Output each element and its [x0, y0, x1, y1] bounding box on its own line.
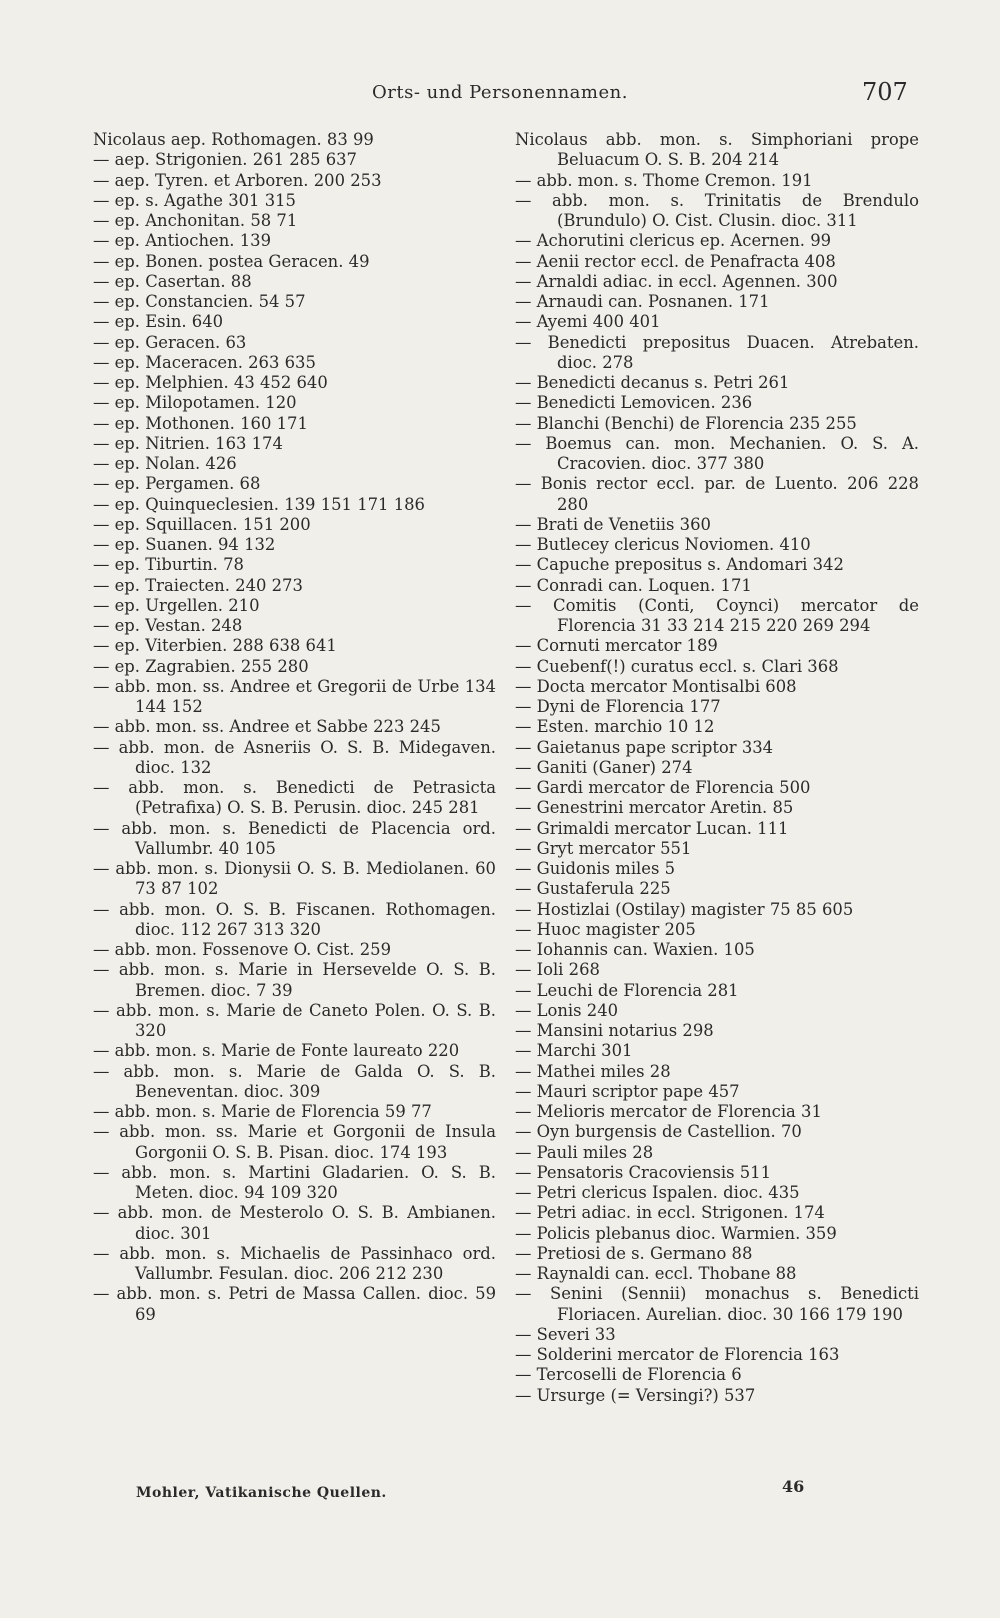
index-entry: — Comitis (Conti, Coynci) mercator de Florencia 31 33 214 215 220 269 294 — [515, 595, 919, 635]
index-entry: — ep. Nolan. 426 — [93, 454, 237, 473]
index-entry: — Aenii rector eccl. de Penafracta 408 — [515, 251, 836, 271]
index-entry: — abb. mon. s. Marie de Galda O. S. B. Beneventan. dioc. 309 — [93, 1061, 496, 1101]
index-entry: — Leuchi de Florencia 281 — [515, 980, 739, 1000]
index-entry: — Huoc magister 205 — [515, 919, 696, 939]
index-entry: — Pauli miles 28 — [515, 1142, 654, 1162]
index-entry: Nicolaus abb. mon. s. Simphoriani prope Beluacum O. S. B. 204 214 — [515, 130, 919, 170]
index-entry: — Blanchi (Benchi) de Florencia 235 255 — [515, 413, 857, 433]
index-entry: — Gustaferula 225 — [515, 879, 671, 899]
index-entry: — Solderini mercator de Florencia 163 — [515, 1345, 840, 1364]
index-entry: — abb. mon. de Asneriis O. S. B. Midegaven. dioc. 132 — [93, 737, 496, 777]
index-entry: — Mathei miles 28 — [515, 1061, 671, 1081]
index-entry: — abb. mon. s. Thome Cremon. 191 — [515, 170, 813, 190]
page-number: 707 — [862, 78, 908, 106]
index-entry: — abb. mon. s. Benedicti de Petrasicta (Petrafixa) O. S. B. Perusin. dioc. 245 281 — [93, 778, 496, 818]
index-column-right — [515, 130, 919, 1406]
index-entry: — ep. Constancien. 54 57 — [93, 292, 306, 311]
index-entry: — abb. mon. s. Martini Gladarien. O. S. B. Meten. dioc. 94 109 320 — [93, 1162, 496, 1202]
index-entry: — ep. Geracen. 63 — [93, 332, 247, 352]
index-entry: — Brati de Venetiis 360 — [515, 514, 711, 534]
index-entry: — ep. Mothonen. 160 171 — [93, 413, 308, 433]
index-entry: — aep. Tyren. et Arboren. 200 253 — [93, 170, 382, 190]
index-entry: — abb. mon. O. S. B. Fiscanen. Rothomagen. dioc. 112 267 313 320 — [93, 899, 496, 939]
index-entry: — Boemus can. mon. Mechanien. O. S. A. Cracovien. dioc. 377 380 — [515, 433, 919, 473]
index-entry: — ep. Milopotamen. 120 — [93, 393, 297, 413]
index-entry: — ep. Zagrabien. 255 280 — [93, 656, 309, 676]
index-entry: — Grimaldi mercator Lucan. 111 — [515, 818, 789, 838]
index-entry: — Dyni de Florencia 177 — [515, 697, 721, 716]
index-entry: — Achorutini clericus ep. Acernen. 99 — [515, 231, 832, 251]
index-entry: — abb. mon. ss. Andree et Sabbe 223 245 — [93, 717, 441, 737]
index-entry: — Benedicti prepositus Duacen. Atrebaten. dioc. 278 — [515, 332, 919, 372]
index-entry: — Benedicti decanus s. Petri 261 — [515, 373, 790, 392]
index-entry: — Oyn burgensis de Castellion. 70 — [515, 1122, 802, 1142]
index-entry: — Marchi 301 — [515, 1041, 633, 1061]
index-entry: — abb. mon. s. Marie de Fonte laureato 220 — [93, 1041, 460, 1061]
index-entry: — Docta mercator Montisalbi 608 — [515, 676, 797, 696]
index-entry: — Severi 33 — [515, 1324, 616, 1344]
index-entry: — Gryt mercator 551 — [515, 838, 692, 858]
index-entry: — ep. Esin. 640 — [93, 312, 224, 332]
index-entry: — Ioli 268 — [515, 960, 600, 980]
index-entry: — ep. Urgellen. 210 — [93, 595, 260, 615]
index-entry: — abb. mon. s. Marie de Caneto Polen. O. S. B. 320 — [93, 1000, 496, 1040]
index-entry: — Petri clericus Ispalen. dioc. 435 — [515, 1183, 800, 1202]
index-entry: — Butlecey clericus Noviomen. 410 — [515, 535, 811, 554]
index-entry: — abb. mon. s. Marie in Hersevelde O. S. B. Bremen. dioc. 7 39 — [93, 960, 496, 1000]
index-entry: — Capuche prepositus s. Andomari 342 — [515, 555, 844, 575]
index-entry: — abb. mon. s. Michaelis de Passinhaco ord. Vallumbr. Fesulan. dioc. 206 212 230 — [93, 1243, 496, 1283]
index-entry: — ep. Nitrien. 163 174 — [93, 433, 283, 453]
index-entry: — Genestrini mercator Aretin. 85 — [515, 798, 794, 818]
index-entry: — Lonis 240 — [515, 1000, 619, 1020]
index-entry: — Cornuti mercator 189 — [515, 636, 718, 656]
index-entry: — ep. Traiecten. 240 273 — [93, 575, 303, 595]
index-entry: — ep. Casertan. 88 — [93, 271, 252, 291]
index-entry: — ep. Viterbien. 288 638 641 — [93, 636, 337, 656]
index-entry: — abb. mon. s. Trinitatis de Brendulo (Brundulo) O. Cist. Clusin. dioc. 311 — [515, 190, 919, 230]
index-entry: — abb. mon. ss. Marie et Gorgonii de Insula Gorgonii O. S. B. Pisan. dioc. 174 193 — [93, 1122, 496, 1162]
index-entry: — ep. s. Agathe 301 315 — [93, 190, 296, 210]
index-entry: — Conradi can. Loquen. 171 — [515, 575, 752, 595]
index-entry: — ep. Melphien. 43 452 640 — [93, 373, 328, 392]
index-entry: — Policis plebanus dioc. Warmien. 359 — [515, 1223, 837, 1243]
index-entry: — ep. Pergamen. 68 — [93, 474, 261, 494]
index-entry: — ep. Tiburtin. 78 — [93, 555, 244, 575]
index-entry: — Senini (Sennii) monachus s. Benedicti Floriacen. Aurelian. dioc. 30 166 179 190 — [515, 1284, 919, 1324]
index-entry: — Tercoselli de Florencia 6 — [515, 1365, 742, 1385]
index-entry: — Iohannis can. Waxien. 105 — [515, 940, 755, 959]
index-entry: — Mansini notarius 298 — [515, 1021, 714, 1040]
index-entry: Nicolaus aep. Rothomagen. 83 99 — [93, 130, 374, 149]
index-entry: — Pretiosi de s. Germano 88 — [515, 1243, 753, 1263]
index-entry: — abb. mon. de Mesterolo O. S. B. Ambianen. dioc. 301 — [93, 1203, 496, 1243]
index-entry: — abb. mon. ss. Andree et Gregorii de Urbe 134 144 152 — [93, 676, 496, 716]
index-column-left — [93, 130, 496, 1325]
index-entry: — Ursurge (= Versingi?) 537 — [515, 1385, 756, 1405]
index-entry: — Gaietanus pape scriptor 334 — [515, 737, 774, 757]
index-entry: — ep. Anchonitan. 58 71 — [93, 211, 298, 230]
index-entry: — Ayemi 400 401 — [515, 312, 661, 332]
printer-signature-mark: 46 — [782, 1477, 805, 1496]
index-entry: — ep. Quinqueclesien. 139 151 171 186 — [93, 494, 425, 514]
index-entry: — abb. mon. s. Petri de Massa Callen. dioc. 59 69 — [93, 1284, 496, 1324]
index-entry: — Benedicti Lemovicen. 236 — [515, 393, 753, 413]
index-entry: — Esten. marchio 10 12 — [515, 717, 715, 737]
footer-source-note: Mohler, Vatikanische Quellen. — [136, 1485, 387, 1501]
index-entry: — aep. Strigonien. 261 285 637 — [93, 150, 357, 170]
index-entry: — Cuebenf(!) curatus eccl. s. Clari 368 — [515, 656, 839, 676]
index-entry: — abb. mon. s. Marie de Florencia 59 77 — [93, 1102, 432, 1121]
index-entry: — Hostizlai (Ostilay) magister 75 85 605 — [515, 899, 854, 919]
index-entry: — Gardi mercator de Florencia 500 — [515, 778, 811, 797]
index-entry: — Petri adiac. in eccl. Strigonen. 174 — [515, 1203, 825, 1223]
index-entry: — Pensatoris Cracoviensis 511 — [515, 1162, 771, 1182]
index-entry: — abb. mon. Fossenove O. Cist. 259 — [93, 940, 392, 959]
index-entry: — Guidonis miles 5 — [515, 859, 676, 878]
index-entry: — Arnaudi can. Posnanen. 171 — [515, 292, 770, 311]
index-entry: — abb. mon. s. Dionysii O. S. B. Mediolanen. 60 73 87 102 — [93, 859, 496, 899]
index-entry: — ep. Maceracen. 263 635 — [93, 352, 316, 372]
index-entry: — Raynaldi can. eccl. Thobane 88 — [515, 1264, 797, 1283]
index-entry: — ep. Bonen. postea Geracen. 49 — [93, 251, 370, 271]
index-entry: — Ganiti (Ganer) 274 — [515, 757, 693, 777]
index-entry: — Mauri scriptor pape 457 — [515, 1081, 740, 1101]
index-entry: — ep. Suanen. 94 132 — [93, 535, 276, 554]
index-entry: — Arnaldi adiac. in eccl. Agennen. 300 — [515, 271, 838, 291]
index-entry: — ep. Antiochen. 139 — [93, 231, 272, 251]
index-entry: — ep. Vestan. 248 — [93, 616, 243, 635]
index-entry: — ep. Squillacen. 151 200 — [93, 514, 311, 534]
index-entry: — Melioris mercator de Florencia 31 — [515, 1102, 822, 1121]
index-entry: — abb. mon. s. Benedicti de Placencia ord. Vallumbr. 40 105 — [93, 818, 496, 858]
running-title: Orts- und Personennamen. — [372, 82, 628, 103]
index-entry: — Bonis rector eccl. par. de Luento. 206 228 280 — [515, 474, 919, 514]
